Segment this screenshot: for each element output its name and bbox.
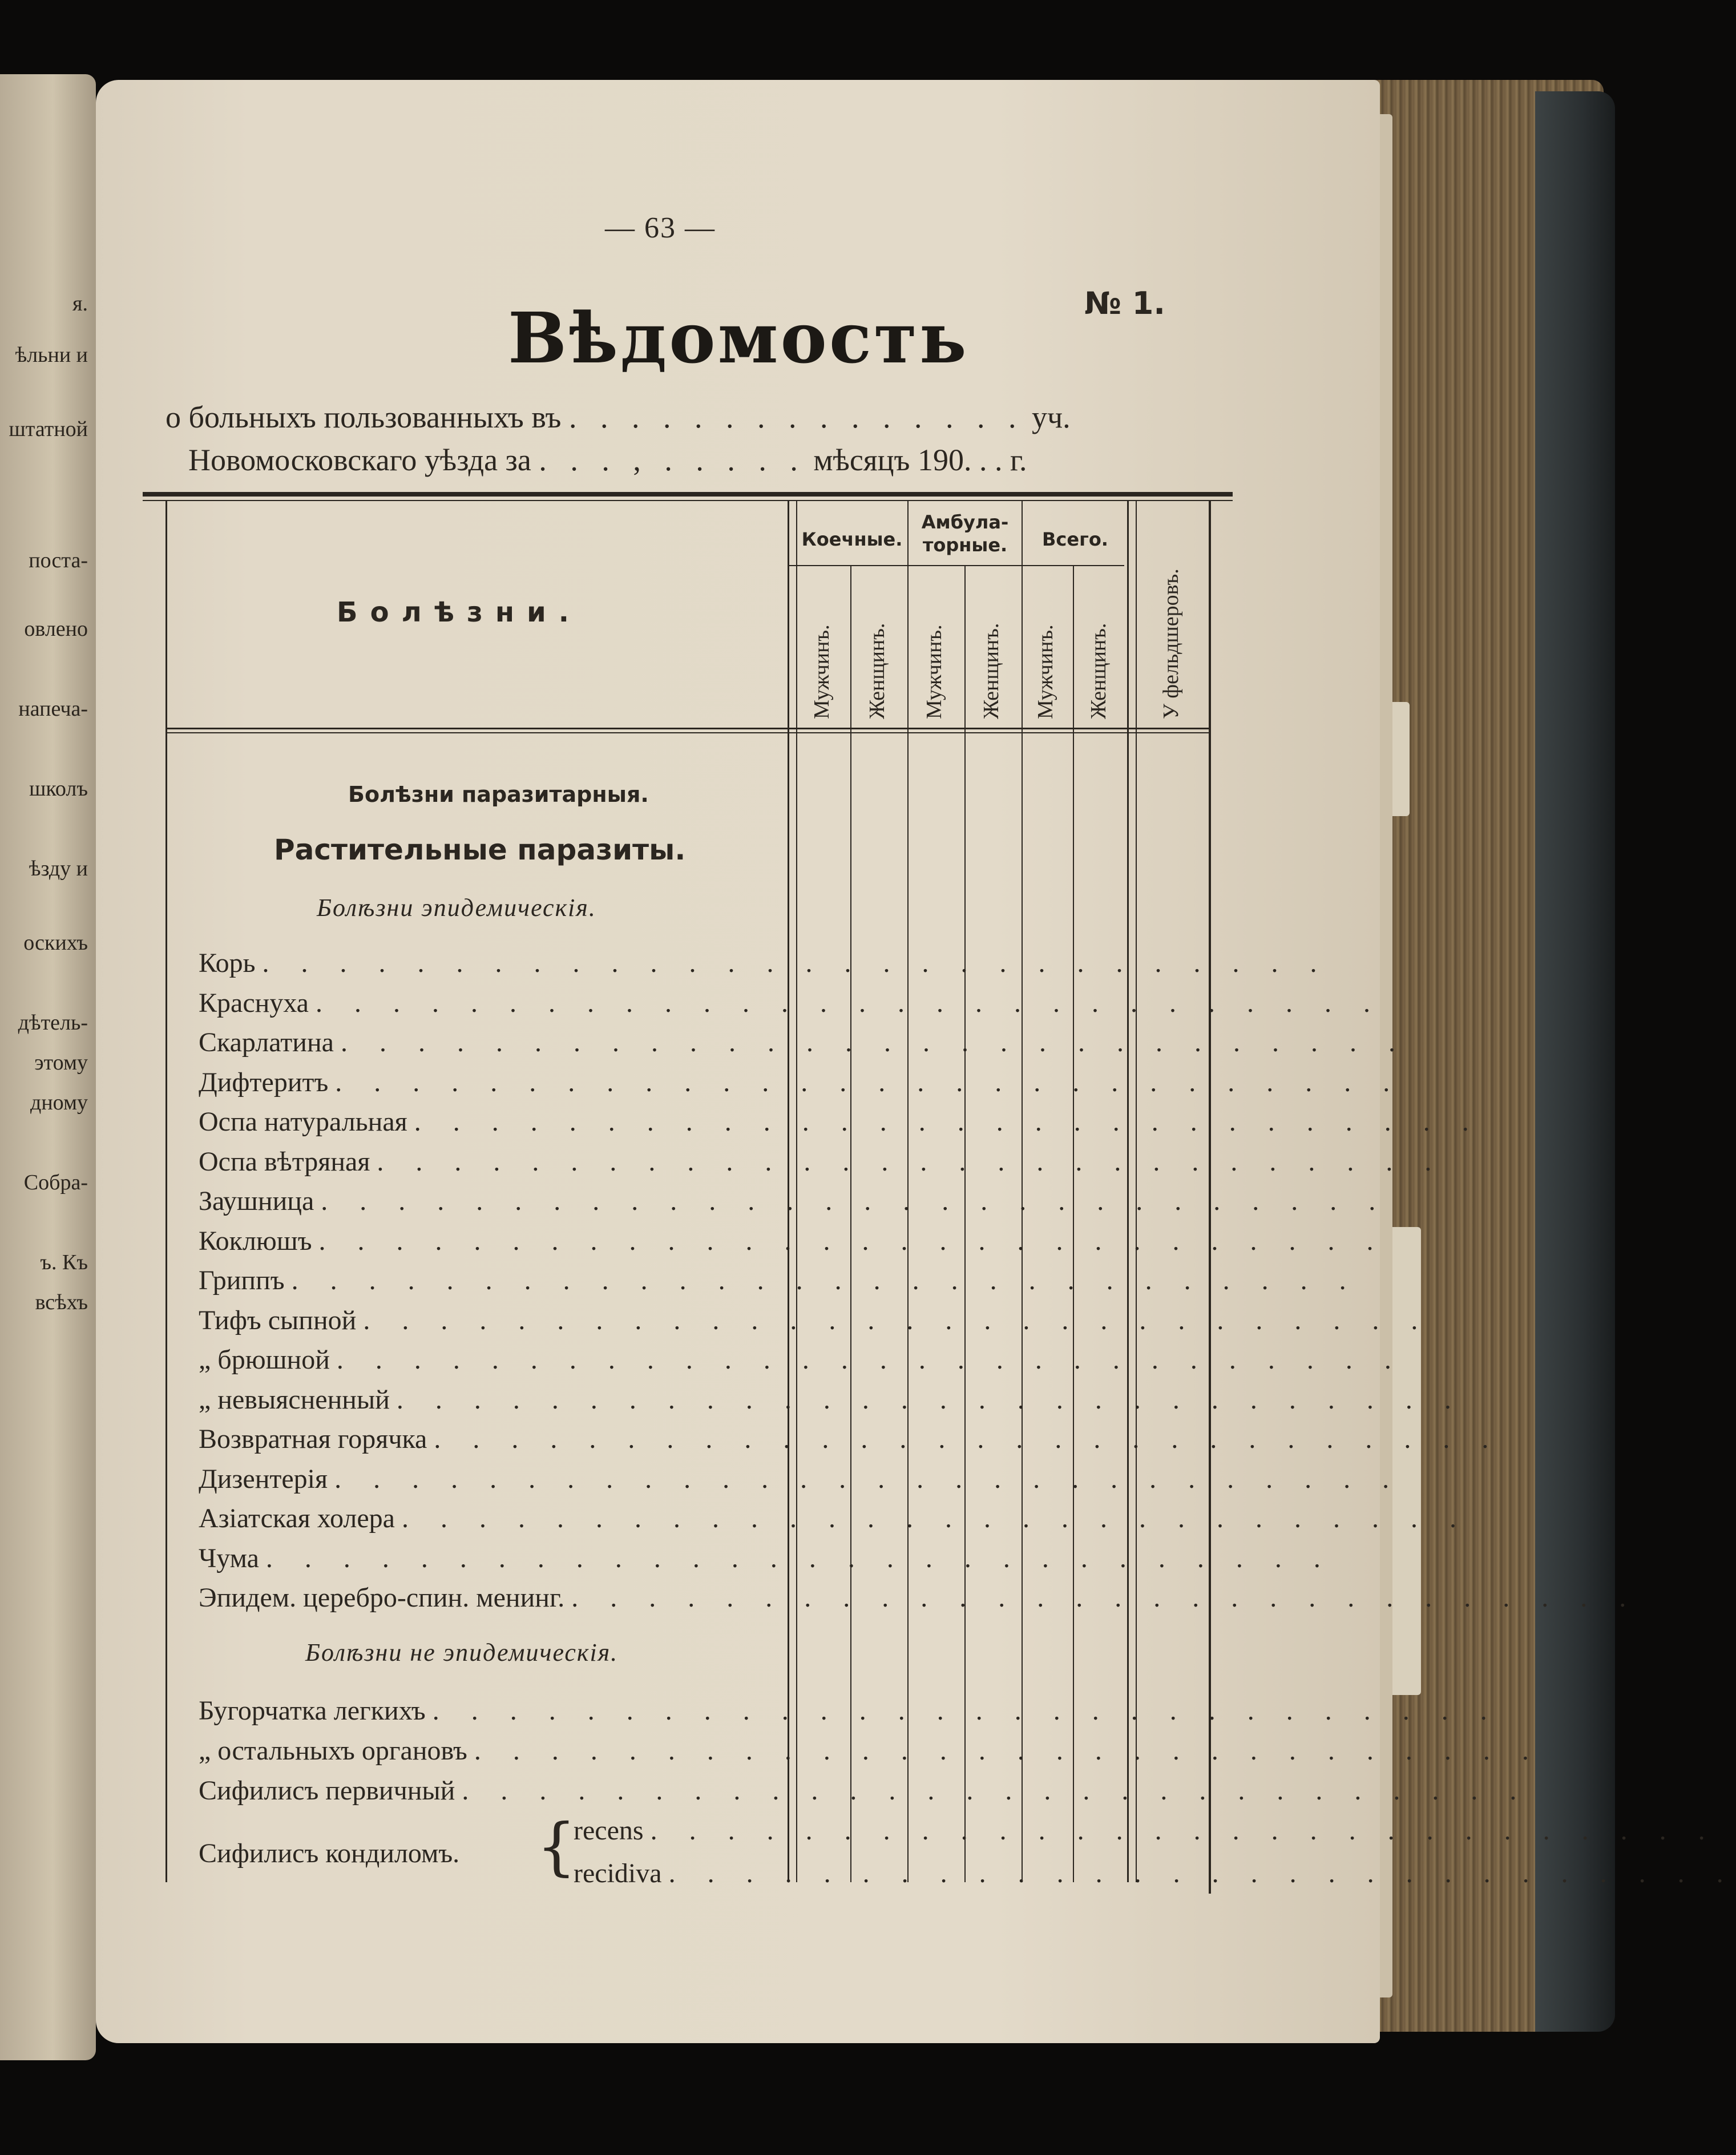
- leader-dots: . . . . . . . . . . . . . . . . . . . . . . . . . . . .: [434, 1424, 1501, 1454]
- edge-word: ъ. Къ: [40, 1250, 88, 1274]
- leader-dots: . . . . . . . . . . . . . . . . . . . . . . . . . . . .: [363, 1305, 1431, 1335]
- subtitle-text: Новомосковскаго уѣзда за: [188, 443, 531, 477]
- leader-dots: . . . . . . . . . . . . . . . . . . . . . . . . . . . .: [340, 1027, 1408, 1058]
- section-title: Болѣзни паразитарныя.: [348, 782, 649, 807]
- table-top-rule: [143, 492, 1233, 497]
- table-row: [199, 1225, 1386, 1257]
- table-row: [199, 1384, 1464, 1415]
- edge-word: штатной: [9, 417, 88, 441]
- group-header-total: Всего.: [1042, 528, 1108, 550]
- column-header-men: Мужчинъ.: [810, 624, 834, 719]
- row-label: Краснуха: [199, 987, 309, 1018]
- diseases-column-header: Болѣзни.: [337, 596, 582, 628]
- leader-dots: . . . . . . . . . . . . . . . . . . . . . . . . . . . .: [668, 1858, 1736, 1888]
- row-label: Азіатская холера: [199, 1503, 395, 1533]
- row-label: Чума: [199, 1543, 259, 1573]
- table-row: [199, 1344, 1404, 1375]
- epidemic-heading: Болѣзни эпидемическія.: [317, 894, 596, 922]
- subtitle-text: уч.: [1031, 400, 1071, 434]
- edge-word: всѣхъ: [35, 1290, 88, 1314]
- table-top-rule-thin: [143, 500, 1233, 501]
- row-label: Коклюшъ: [199, 1225, 312, 1256]
- row-label: „ невыясненный: [199, 1384, 390, 1415]
- column-header-women: Женщинъ.: [1087, 623, 1111, 719]
- leader-dots: . . . . . . . . . . . . . . . . . . . . . . . . . . . .: [396, 1384, 1464, 1415]
- leader-dots: . . . . . . . . . . . . . . . . . . . . . . . . . . . .: [377, 1146, 1444, 1177]
- table-row: [199, 1775, 1529, 1806]
- table-row: [199, 1423, 1501, 1455]
- row-label: „ остальныхъ органовъ: [199, 1736, 467, 1766]
- subtitle-text: мѣсяцъ 190: [813, 443, 964, 477]
- row-label: Сифилисъ первичный: [199, 1775, 455, 1806]
- row-label: Возвратная горячка: [199, 1424, 427, 1454]
- table-row: [199, 947, 1330, 979]
- non-epidemic-heading: Болѣзни не эпидемическія.: [305, 1639, 619, 1666]
- edge-word: Собра-: [23, 1171, 88, 1194]
- book-cover: [1535, 91, 1615, 2032]
- page-number: — 63 —: [605, 212, 716, 244]
- row-label: Дифтеритъ: [199, 1067, 329, 1097]
- header-bottom-rule-thin: [165, 732, 1210, 733]
- leader-dots: . . . . . . . . . . . . . . . . . . . . . . . . . . . .: [414, 1107, 1481, 1137]
- leader-dots: . . . . . . . . . . . . . . . . . . . . . . . . . . . .: [265, 1543, 1333, 1573]
- row-label: „ брюшной: [199, 1345, 330, 1375]
- edge-word: овлено: [24, 617, 88, 641]
- form-number: № 1.: [1084, 285, 1165, 321]
- leader-dots: . . . . . . . . . . . . . . . . . . . . . . . . . . . .: [462, 1775, 1529, 1806]
- column-header-women: Женщинъ.: [979, 623, 1003, 719]
- subtitle-line-1: [165, 399, 1071, 435]
- page-title: Вѣдомость: [508, 297, 969, 379]
- leader-dots: . . . . . . . . . . . . . . . . . . . . . . . . . . . .: [334, 1463, 1402, 1494]
- leader-dots: . . . . . . . . . . . . . . . . . . . . . . . . . . . .: [432, 1696, 1500, 1726]
- group-header-inpatient: Коечные.: [801, 528, 903, 550]
- leader-dots: . . . . . . . . . . . . . . . . . . . . . . . . . . . .: [571, 1583, 1639, 1613]
- row-label: Тифъ сыпной: [199, 1305, 357, 1335]
- row-label: Эпидем. церебро-спин. менинг.: [199, 1583, 565, 1613]
- row-label: Сифилисъ кондиломъ.: [199, 1838, 460, 1869]
- group-header-outpatient: Амбула- торные.: [921, 511, 1009, 556]
- column-header-women: Женщинъ.: [865, 623, 889, 719]
- row-label: recens: [574, 1815, 644, 1846]
- table-row: [199, 1146, 1444, 1177]
- table-row: [199, 1265, 1359, 1296]
- edge-word: напеча-: [18, 697, 88, 721]
- subsection-title: Растительные паразиты.: [274, 833, 686, 866]
- leader-dots: . . . . . . . . . . . . . . . . . . . . . . . . . . . .: [401, 1503, 1469, 1533]
- row-label: Бугорчатка легкихъ: [199, 1696, 426, 1726]
- row-label: recidiva: [574, 1858, 662, 1888]
- row-label: Оспа натуральная: [199, 1107, 407, 1137]
- table-row: [199, 1185, 1388, 1217]
- edge-word: я.: [72, 292, 88, 316]
- leader-dots: . . . . . . . . . . . . . . . . . . . . . . . . . . . .: [321, 1186, 1388, 1216]
- table-row: [199, 1067, 1403, 1098]
- table-row: [199, 1735, 1541, 1766]
- table-row: [199, 1106, 1481, 1137]
- column-divider: [964, 565, 966, 1882]
- leader-dots: . . . . . . . . . . . . . . . . . . . . . . . . . . . .: [315, 987, 1383, 1018]
- table-left-border: [165, 501, 167, 1882]
- column-header-men: Мужчинъ.: [1033, 624, 1057, 719]
- table-row: [199, 1838, 541, 1869]
- table-row: [199, 1463, 1402, 1495]
- table-row: [199, 987, 1383, 1019]
- leader-dots: . . . . . . . . . . . . . . . . . . . . . . . . . . . .: [318, 1225, 1386, 1256]
- table-row: [199, 1695, 1500, 1726]
- table-row: [199, 1305, 1431, 1336]
- subtitle-text: . . . г.: [963, 443, 1027, 477]
- leader-dots: . . . . . . . . . . . . . . . . . . . . . . . . . . . .: [291, 1265, 1359, 1296]
- leader-dots: . . . . . . . . . . . . . . . . . . . . . . . . . . . .: [474, 1736, 1541, 1766]
- subtitle-line-2: [188, 442, 1027, 478]
- edge-word: дному: [30, 1091, 88, 1115]
- edge-word: этому: [34, 1051, 88, 1075]
- leader-dots: . . . . . . . . . . . . . . . . . . . . . . . . . . . .: [262, 948, 1330, 978]
- header-bottom-rule: [165, 728, 1210, 729]
- edge-word: школъ: [29, 777, 88, 801]
- subtitle-text: о больныхъ пользованныхъ въ: [165, 400, 562, 434]
- column-header-feldsher: У фельдшеровъ.: [1159, 568, 1183, 719]
- table-row: [199, 1582, 1639, 1613]
- fill-in-dots: . . . . . . . . . . . . . . .: [568, 400, 1024, 434]
- row-label: Заушница: [199, 1186, 314, 1216]
- leader-dots: . . . . . . . . . . . . . . . . . . . . . . . . . . . .: [336, 1345, 1404, 1375]
- edge-word: поста-: [29, 548, 88, 572]
- edge-word: ѣзду и: [29, 857, 88, 881]
- edge-word: оскихъ: [23, 931, 88, 955]
- edge-word: ѣльни и: [15, 343, 88, 367]
- row-label: Гриппъ: [199, 1265, 285, 1296]
- row-label: Оспа вѣтряная: [199, 1146, 370, 1177]
- column-header-men: Мужчинъ.: [922, 624, 946, 719]
- row-label: Дизентерія: [199, 1463, 328, 1494]
- fill-in-dots: . . . , . . . . .: [539, 443, 806, 477]
- column-divider: [850, 565, 851, 1882]
- table-row: [199, 1503, 1469, 1534]
- row-label: Скарлатина: [199, 1027, 334, 1058]
- edge-word: дѣтель-: [18, 1011, 88, 1035]
- left-page-edge: [0, 74, 96, 2060]
- table-row: [574, 1815, 1718, 1846]
- row-label: Корь: [199, 948, 256, 978]
- brace: {: [536, 1810, 576, 1883]
- table-row: [199, 1543, 1333, 1574]
- table-row: [574, 1858, 1736, 1889]
- column-divider: [1073, 565, 1074, 1882]
- leader-dots: . . . . . . . . . . . . . . . . . . . . . . . . . . . .: [335, 1067, 1403, 1097]
- table-row: [199, 1027, 1408, 1058]
- leader-dots: . . . . . . . . . . . . . . . . . . . . . . . . . . . .: [650, 1815, 1718, 1846]
